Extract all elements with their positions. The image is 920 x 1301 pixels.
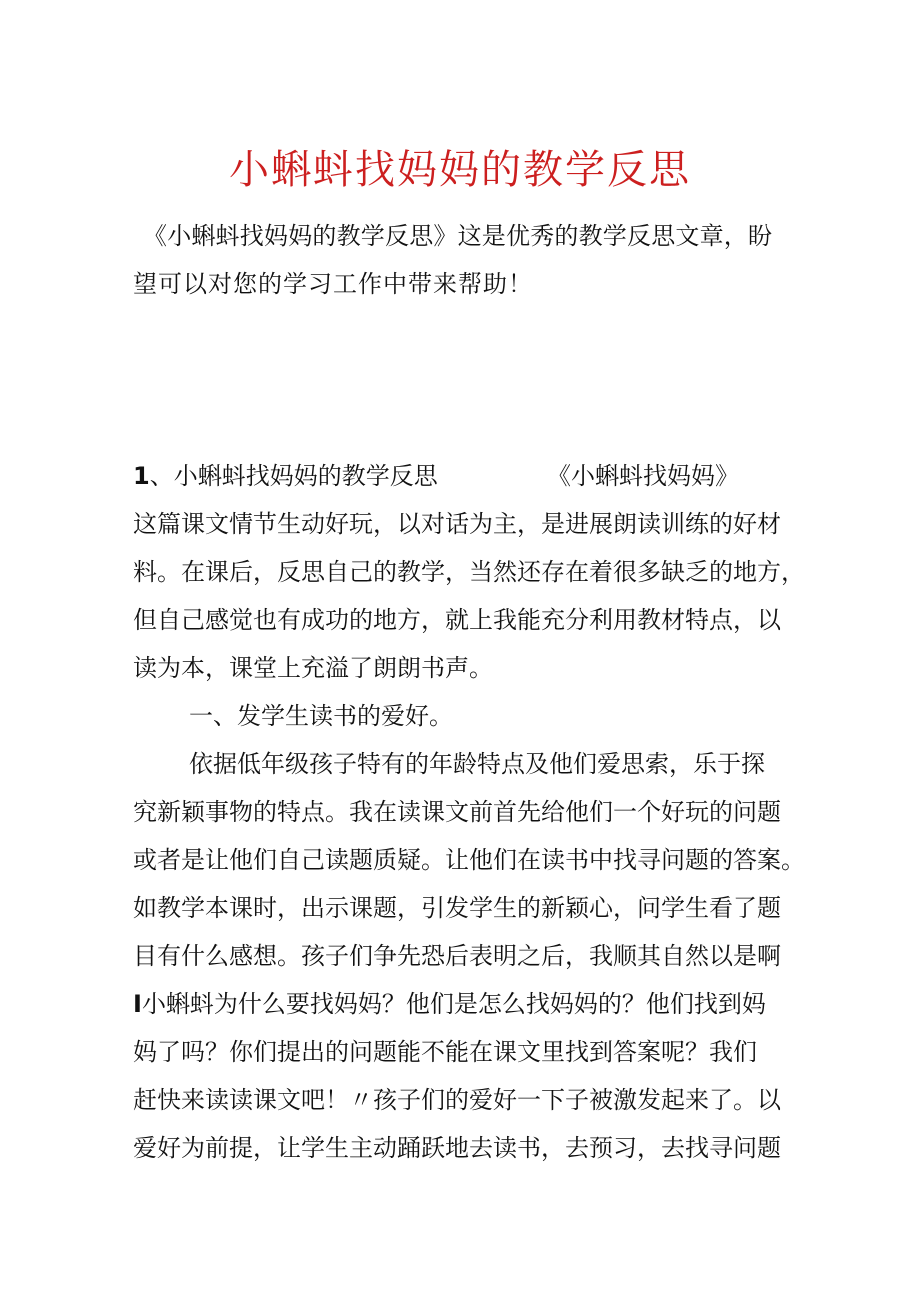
paragraph-line: 这篇课文情节生动好玩，以对话为主，是进展朗读训练的好材 bbox=[133, 510, 781, 538]
intro-paragraph bbox=[133, 212, 813, 308]
section-number: 1 bbox=[133, 462, 150, 490]
section-heading bbox=[133, 452, 813, 500]
intro-line: 望可以对您的学习工作中带来帮助！ bbox=[133, 270, 533, 298]
paragraph-line: 依据低年级孩子特有的年龄特点及他们爱思索，乐于探 bbox=[189, 750, 765, 778]
paragraph-line: 料。在课后，反思自己的教学，当然还存在着很多缺乏的地方， bbox=[133, 558, 805, 586]
section-heading-reference: 《小蝌蚪找妈妈》 bbox=[547, 462, 739, 490]
section-1 bbox=[133, 452, 813, 1172]
paragraph-line: 妈了吗？你们提出的问题能不能在课文里找到答案呢？我们 bbox=[133, 1038, 757, 1066]
quote-mark: I bbox=[133, 990, 142, 1018]
paragraph-line: 或者是让他们自己读题质疑。让他们在读书中找寻问题的答案。 bbox=[133, 846, 805, 874]
paragraph-line: 读为本，课堂上充溢了朗朗书声。 bbox=[133, 654, 493, 682]
paragraph-line: 目有什么感想。孩子们争先恐后表明之后，我顺其自然以是啊 bbox=[133, 942, 781, 970]
paragraph-line bbox=[133, 980, 813, 1028]
paragraph-line: 但自己感觉也有成功的地方，就上我能充分利用教材特点，以 bbox=[133, 606, 781, 634]
intro-line: 《小蝌蚪找妈妈的教学反思》这是优秀的教学反思文章，盼 bbox=[143, 222, 773, 250]
subheading: 一、发学生读书的爱好。 bbox=[189, 702, 453, 730]
paragraph-line: 如教学本课时，出示课题，引发学生的新颖心，问学生看了题 bbox=[133, 894, 781, 922]
paragraph-line: 究新颖事物的特点。我在读课文前首先给他们一个好玩的问题 bbox=[133, 798, 781, 826]
section-heading-text: 、小蝌蚪找妈妈的教学反思 bbox=[149, 462, 438, 490]
document-title: 小蝌蚪找妈妈的教学反思 bbox=[229, 147, 691, 193]
paragraph-line: 赶快来读读课文吧！〃孩子们的爱好一下子被激发起来了。以 bbox=[133, 1086, 781, 1114]
paragraph-line-text: 小蝌蚪为什么要找妈妈？他们是怎么找妈妈的？他们找到妈 bbox=[141, 990, 766, 1018]
paragraph-line: 爱好为前提，让学生主动踊跃地去读书，去预习，去找寻问题 bbox=[133, 1134, 781, 1162]
